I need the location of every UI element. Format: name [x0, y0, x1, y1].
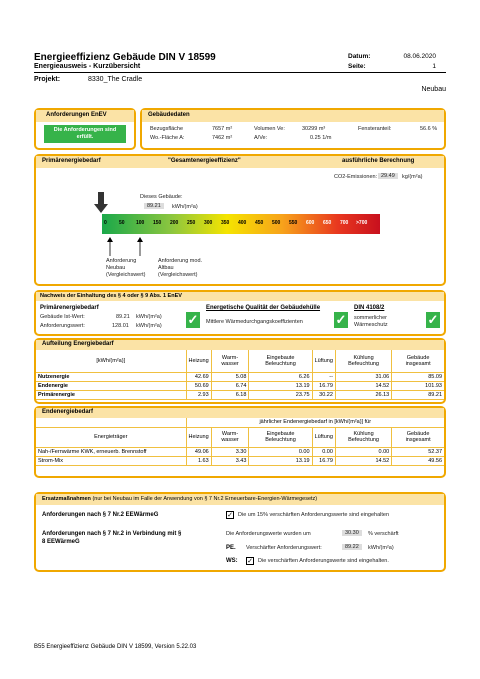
pe-unit: kWh/(m²a) [368, 545, 394, 551]
scale-tick: 0 [104, 220, 107, 226]
scale-tick: 450 [255, 220, 264, 226]
co2-value: 29.49 [378, 173, 398, 179]
project-label: Projekt: [34, 76, 61, 83]
req-7-2-text: Die um 15% verschärften Anforderungswerte sind eingehalten [238, 512, 390, 518]
ws-label: WS: [226, 558, 238, 564]
scale-tick: 200 [170, 220, 179, 226]
page-label: Seite: [348, 63, 366, 70]
energy-breakdown-box [34, 338, 446, 404]
volume-label: Volumen Ve: [254, 126, 285, 132]
requirements-status: Die Anforderungen sind erfüllt. [44, 125, 126, 143]
substitute-measures-header [36, 494, 444, 505]
cell: 16.79 [312, 456, 335, 465]
requirement-old-label: Anforderung mod. Altbau (Vergleichswert) [158, 258, 203, 278]
cell: 101.93 [392, 381, 444, 390]
check-icon: ✓ [427, 312, 439, 327]
scale-tick: 50 [119, 220, 125, 226]
scale-labels [102, 220, 380, 228]
unit-header: [kWh/(m²a)] [36, 350, 186, 372]
tightening-value: 30.30 [342, 530, 362, 536]
table-row [36, 381, 444, 390]
cell: 5.08 [211, 372, 249, 381]
cell: 85.09 [392, 372, 444, 381]
volume-value: 30299 m³ [302, 126, 326, 132]
primary-energy-center-label: "Gesamtenergieeffizienz" [168, 158, 241, 164]
actual-value-label: Gebäude Ist-Wert: [40, 314, 85, 320]
cell: 6.74 [211, 381, 249, 390]
cell: 0.00 [312, 447, 335, 456]
col-header: Eingebaute Beleuchtung [249, 427, 312, 447]
building-data-box [140, 108, 446, 150]
area-value: 7657 m² [212, 126, 233, 132]
tightening-text: Die Anforderungswerte wurden um [226, 531, 311, 537]
col-header: Eingebaute Beleuchtung [249, 350, 312, 372]
area-label: Bezugsfläche [150, 126, 184, 132]
final-energy-table [36, 418, 444, 466]
cell: 50.69 [186, 381, 211, 390]
cell: 13.19 [249, 456, 312, 465]
pe-label: PE. [226, 545, 236, 551]
table-row [36, 456, 444, 465]
col-header: Gebäude insgesamt [392, 350, 444, 372]
col-header: Kühlung Befeuchtung [335, 427, 391, 447]
cell: 14.52 [335, 381, 391, 390]
requirement-new-label: Anforderung Neubau (Vergleichswert) [106, 258, 146, 278]
av-label: A/Ve: [254, 135, 268, 141]
summer-protection-text: sommerlicher Wärmeschutz [354, 315, 388, 328]
tightening-unit: % verschärft [368, 531, 399, 537]
date-label: Datum: [348, 53, 371, 60]
doc-title: Energieeffizienz Gebäude DIN V 18599 [34, 52, 216, 63]
envelope-quality-title: Energetische Qualität der Gebäudehülle [206, 305, 321, 311]
scale-tick: 100 [136, 220, 145, 226]
cell: 6.26 [249, 372, 312, 381]
substitute-measures-note: (nur bei Neubau im Falle der Anwendung von § 7 Nr.2 Erneuerbare-Energien-Wärmegesetz) [92, 496, 318, 502]
scale-tick: 150 [153, 220, 162, 226]
header-rule [34, 72, 446, 73]
co2-label: CO2-Emissionen: [334, 174, 378, 180]
cell: 1.63 [186, 456, 211, 465]
cell: 49.56 [392, 456, 444, 465]
living-area-label: Wo.-Fläche A: [150, 135, 185, 141]
col-header: Lüftung [312, 427, 335, 447]
cell: -- [312, 372, 335, 381]
primary-energy-title: Primärenergiebedarf [42, 158, 101, 164]
final-energy-box [34, 406, 446, 478]
cell: 23.75 [249, 390, 312, 399]
cell: 14.52 [335, 456, 391, 465]
carrier-header: Energieträger [36, 427, 186, 447]
this-building-label: Dieses Gebäude: [140, 194, 183, 200]
req-7-2-checkbox[interactable]: ✓ [227, 512, 233, 519]
building-type: Neubau [421, 86, 446, 93]
this-building-arrow-icon [94, 192, 108, 214]
requirement-unit: kWh/(m²a) [136, 323, 162, 329]
blank-cell [36, 418, 186, 427]
substitute-measures-box [34, 492, 446, 572]
col-header: Kühlung Befeuchtung [335, 350, 391, 372]
col-header: Lüftung [312, 350, 335, 372]
scale-tick: 500 [272, 220, 281, 226]
window-ratio-value: 56.6 % [420, 126, 438, 132]
energy-breakdown-table [36, 350, 444, 400]
table-row [36, 372, 444, 381]
col-header: Warm-wasser [211, 350, 249, 372]
cell: 31.06 [335, 372, 391, 381]
req-7-2-8-label: Anforderungen nach § 7 Nr.2 in Verbindung mit § 8 EEWärmeG [42, 531, 182, 545]
row-label: Primärenergie [36, 390, 186, 399]
cell: 52.37 [392, 447, 444, 456]
scale-tick: 350 [221, 220, 230, 226]
summer-protection-title: DIN 4108/2 [354, 305, 385, 311]
pe-value: 89.22 [342, 544, 362, 550]
scale-tick: >700 [356, 220, 368, 226]
row-label: Endenergie [36, 381, 186, 390]
requirements-title: Anforderungen EnEV [36, 110, 134, 122]
col-header: Heizung [186, 350, 211, 372]
pe-text: Verschärfter Anforderungswert: [246, 545, 322, 551]
scale-tick: 700 [340, 220, 349, 226]
cell: 3.43 [211, 456, 249, 465]
final-energy-super-header: jährlicher Endenergiebedarf in [kWh/(m²a)] für [186, 418, 444, 427]
row-label: Nutzenergie [36, 372, 186, 381]
substitute-measures-title: Ersatzmaßnahmen [42, 496, 91, 502]
av-value: 0.25 1/m [310, 135, 332, 141]
primary-demand-title: Primärenergiebedarf [40, 305, 99, 311]
cell: 89.21 [392, 390, 444, 399]
table-row [36, 447, 444, 456]
cell: 49.06 [186, 447, 211, 456]
footer-version: B55 Energieeffizienz Gebäude DIN V 18599, Version 5.22.03 [34, 644, 197, 650]
scale-tick: 600 [306, 220, 315, 226]
cell: 16.79 [312, 381, 335, 390]
cell: 26.13 [335, 390, 391, 399]
primary-energy-header [36, 156, 444, 168]
compliance-box [34, 290, 446, 336]
project-name: 8330_The Cradle [88, 76, 143, 83]
primary-energy-calc-label: ausführliche Berechnung [342, 158, 415, 164]
cell: 13.19 [249, 381, 312, 390]
this-building-unit: kWh/(m²a) [172, 204, 198, 210]
table-row [36, 390, 444, 399]
scale-tick: 300 [204, 220, 213, 226]
col-header: Gebäude insgesamt [392, 427, 444, 447]
page-value: 1 [432, 63, 436, 70]
requirement-value: 128.01 [112, 323, 129, 329]
col-header: Warm-wasser [211, 427, 249, 447]
scale-tick: 400 [238, 220, 247, 226]
doc-subtitle: Energieausweis - Kurzübersicht [34, 63, 141, 70]
check-icon: ✓ [335, 312, 347, 327]
co2-unit: kg/(m²a) [402, 174, 423, 180]
cell: 6.18 [211, 390, 249, 399]
cell: 0.00 [249, 447, 312, 456]
req-7-2-label: Anforderungen nach § 7 Nr.2 EEWärmeG [42, 512, 159, 518]
cell: 0.00 [335, 447, 391, 456]
living-area-value: 7462 m² [212, 135, 233, 141]
row-label: Nah-/Fernwärme KWK, erneuerb. Brennstoff [36, 447, 186, 456]
col-header: Heizung [186, 427, 211, 447]
requirements-box [34, 108, 136, 150]
ws-text: Die verschärften Anforderungswerte sind eingehalten. [258, 558, 389, 564]
date-value: 08.06.2020 [403, 53, 436, 60]
ws-checkbox[interactable]: ✓ [247, 558, 253, 565]
cell: 42.69 [186, 372, 211, 381]
final-energy-title: Endenergiebedarf [36, 408, 444, 418]
building-data-title: Gebäudedaten [142, 110, 444, 122]
scale-tick: 550 [289, 220, 298, 226]
cell: 3.30 [211, 447, 249, 456]
window-ratio-label: Fensteranteil: [358, 126, 392, 132]
check-icon: ✓ [187, 312, 199, 327]
scale-tick: 250 [187, 220, 196, 226]
envelope-quality-text: Mittlere Wärmedurchgangskoeffizienten [206, 319, 303, 325]
energy-breakdown-title: Aufteilung Energiebedarf [36, 340, 444, 350]
actual-value: 89.21 [116, 314, 130, 320]
requirement-arrows-icon [106, 236, 146, 258]
compliance-title: Nachweis der Einhaltung des § 4 oder § 9 Abs. 1 EnEV [36, 292, 444, 301]
row-label: Strom-Mix [36, 456, 186, 465]
cell: 30.22 [312, 390, 335, 399]
actual-unit: kWh/(m²a) [136, 314, 162, 320]
primary-energy-box [34, 154, 446, 286]
scale-tick: 650 [323, 220, 332, 226]
this-building-value: 89.21 [144, 203, 164, 209]
requirement-value-label: Anforderungswert: [40, 323, 85, 329]
cell: 2.93 [186, 390, 211, 399]
